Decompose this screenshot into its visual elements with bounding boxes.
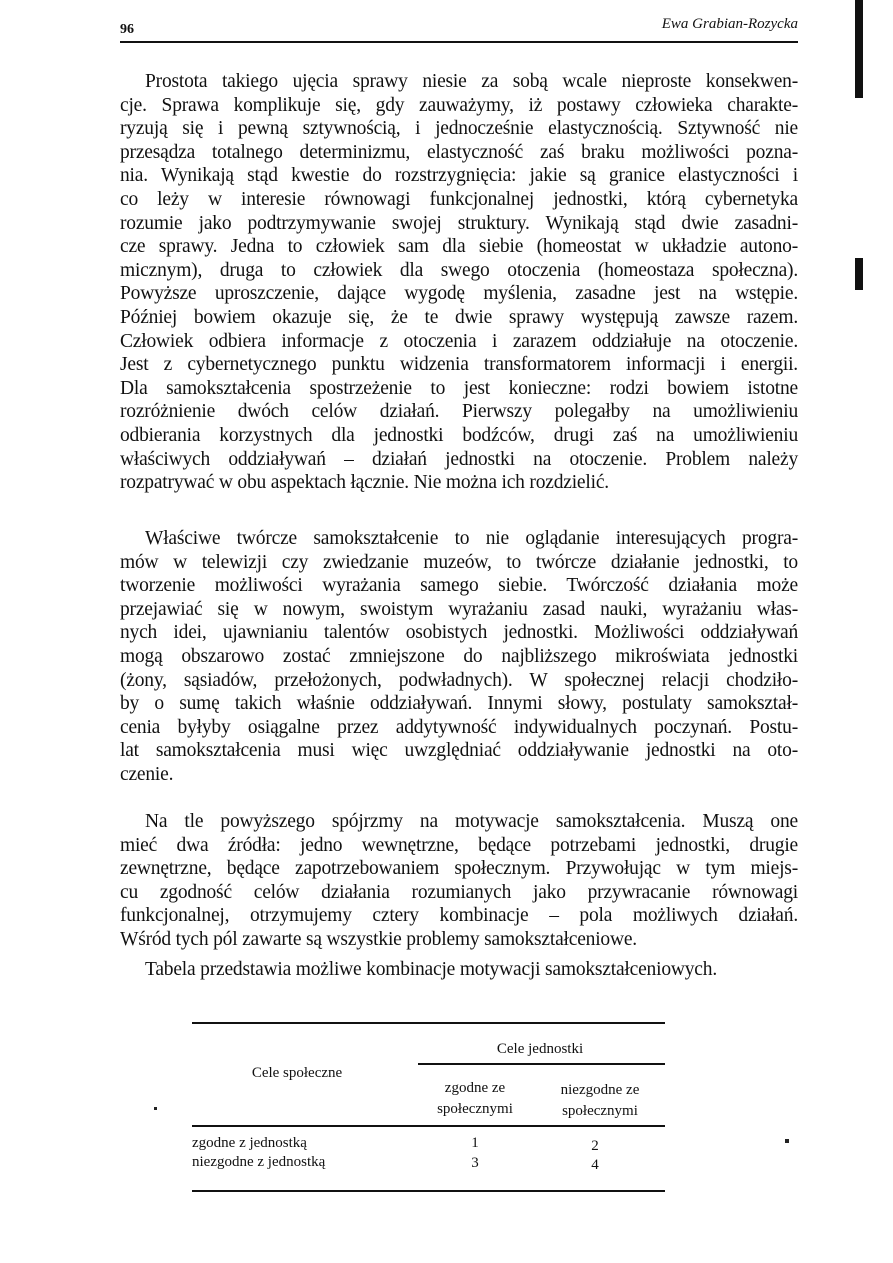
col-header-2-line1: niezgodne ze: [560, 1082, 640, 1098]
scan-edge-mark: [855, 0, 863, 98]
col-header-1: [420, 1078, 530, 1120]
text-line: Na tle powyższego spójrzmy na motywacje samokształcenia. Muszą one: [145, 811, 798, 832]
scan-speck: [785, 1139, 789, 1143]
text-line: Człowiek odbiera informacje z otoczenia i zarazem oddziałuje na otoczenie.: [120, 330, 798, 352]
text-line: co leży w interesie równowagi funkcjonalnej jednostki, którą cybernetyka: [120, 189, 798, 210]
text-line: cu zgodność celów działania rozumianych jako przywracanie równowagi: [120, 881, 798, 903]
row-header: Cele społeczne: [251, 1065, 343, 1081]
col-header-1-line1: zgodne ze: [444, 1080, 506, 1096]
row-label: niezgodne z jednostką: [192, 1154, 326, 1170]
cell: 4: [591, 1157, 599, 1173]
text-line: zewnętrzne, będące zapotrzebowaniem społecznym. Przywołując w tym miejs-: [120, 858, 798, 880]
cell: 3: [471, 1155, 479, 1171]
text-line: Prostota takiego ujęcia sprawy niesie za sobą wcale nieproste konsekwen-: [145, 71, 798, 92]
text-line: przesądza totalnego determinizmu, elastyczność zaś braku możliwości pozna-: [120, 141, 798, 163]
cell: 2: [591, 1138, 599, 1154]
table-bottom-rule: [192, 1190, 665, 1192]
text-line: Jest z cybernetycznego punktu widzenia transformatorem informacji i energii.: [120, 354, 798, 376]
text-line: Wśród tych pól zawarte są wszystkie problemy samokształceniowe.: [120, 929, 637, 950]
text-line: ryzują się i pewną sztywnością, i jednocześnie elastycznością. Sztywność nie: [120, 118, 798, 140]
text-line: Dla samokształcenia spostrzeżenie to jest konieczne: rodzi bowiem istotne: [120, 377, 798, 399]
cell: 1: [471, 1135, 479, 1151]
running-header-author: Ewa Grabian-Rozycka: [661, 16, 798, 32]
text-line: tworzenie możliwości wyrażania samego siebie. Twórczość działania może: [120, 575, 798, 597]
text-line: mieć dwa źródła: jedno wewnętrzne, będące potrzebami jednostki, drugie: [120, 834, 798, 856]
text-line: rozpatrywać w obu aspektach łącznie. Nie można ich rozdzielić.: [120, 472, 609, 494]
text-line: mogą obszarowo zostać zmniejszone do najbliższego mikroświata jednostki: [120, 646, 798, 667]
text-line: funkcjonalnej, otrzymujemy cztery kombinacje – pola możliwych działań.: [120, 905, 798, 927]
col-group-header: Cele jednostki: [496, 1041, 584, 1057]
text-line: Właściwe twórcze samokształcenie to nie oglądanie interesujących progra-: [145, 528, 798, 549]
header-bottom-rule: [192, 1125, 665, 1127]
col-group-rule: [418, 1063, 665, 1065]
text-line: Powyższe uproszczenie, dające wygodę myślenia, zasadne jest na wstępie.: [120, 283, 798, 305]
text-line: (żony, sąsiadów, przełożonych, podwładnych). W społecznej relacji chodziło-: [120, 669, 798, 691]
row-label: zgodne z jednostką: [192, 1135, 307, 1151]
text-line: lat samokształcenia musi więc uwzględniać oddziaływanie jednostki na oto-: [120, 740, 798, 762]
text-line: odbierania korzystnych dla jednostki bodźców, drugi zaś na umożliwieniu: [120, 425, 798, 446]
text-line: cje. Sprawa komplikuje się, gdy zauważymy, iż postawy człowieka charakte-: [120, 94, 798, 116]
text-line: cze sprawy. Jedna to człowiek sam dla siebie (homeostat w układzie autono-: [120, 236, 798, 258]
text-line: nia. Wynikają stąd kwestie do rozstrzygnięcia: jakie są granice elastyczności i: [120, 165, 798, 187]
text-line: nych idei, ujawnianiu talentów osobistych jednostki. Możliwości oddziaływań: [120, 622, 798, 644]
text-line: cenia byłyby osiągalne przez addytywność indywidualnych poczynań. Postu-: [120, 716, 798, 738]
text-line: rozumie jako podtrzymywanie swojej struktury. Wynikają stąd dwie zasadni-: [120, 212, 798, 234]
text-line: micznym), druga to człowiek dla swego otoczenia (homeostaza społeczna).: [120, 259, 798, 281]
text-line: właściwych oddziaływań – działań jednostki na otoczenie. Problem należy: [120, 448, 798, 470]
text-line: czenie.: [120, 764, 174, 785]
text-line: przejawiać się w nowym, swoistym wyrażaniu zasad nauki, wyrażaniu włas-: [120, 598, 798, 620]
text-line: Później bowiem okazuje się, że te dwie sprawy występują zawsze razem.: [120, 307, 798, 328]
table-top-rule: [192, 1022, 665, 1024]
text-line: Tabela przedstawia możliwe kombinacje motywacji samokształceniowych.: [145, 959, 717, 980]
scan-edge-mark: [855, 258, 863, 290]
text-line: by o sumę takich właśnie oddziaływań. Innymi słowy, postulaty samokształ-: [120, 693, 798, 715]
text-line: mów w telewizji czy zwiedzanie muzeów, to twórcze działanie jednostki, to: [120, 551, 798, 573]
col-header-1-line2: społecznymi: [437, 1101, 513, 1117]
scan-speck: [154, 1107, 157, 1110]
page-number: 96: [120, 22, 134, 37]
header-rule: [120, 41, 798, 43]
text-line: rozróżnienie dwóch celów działań. Pierwszy polegałby na umożliwieniu: [120, 401, 798, 423]
col-header-2: [540, 1080, 660, 1122]
col-header-2-line2: społecznymi: [562, 1103, 638, 1119]
